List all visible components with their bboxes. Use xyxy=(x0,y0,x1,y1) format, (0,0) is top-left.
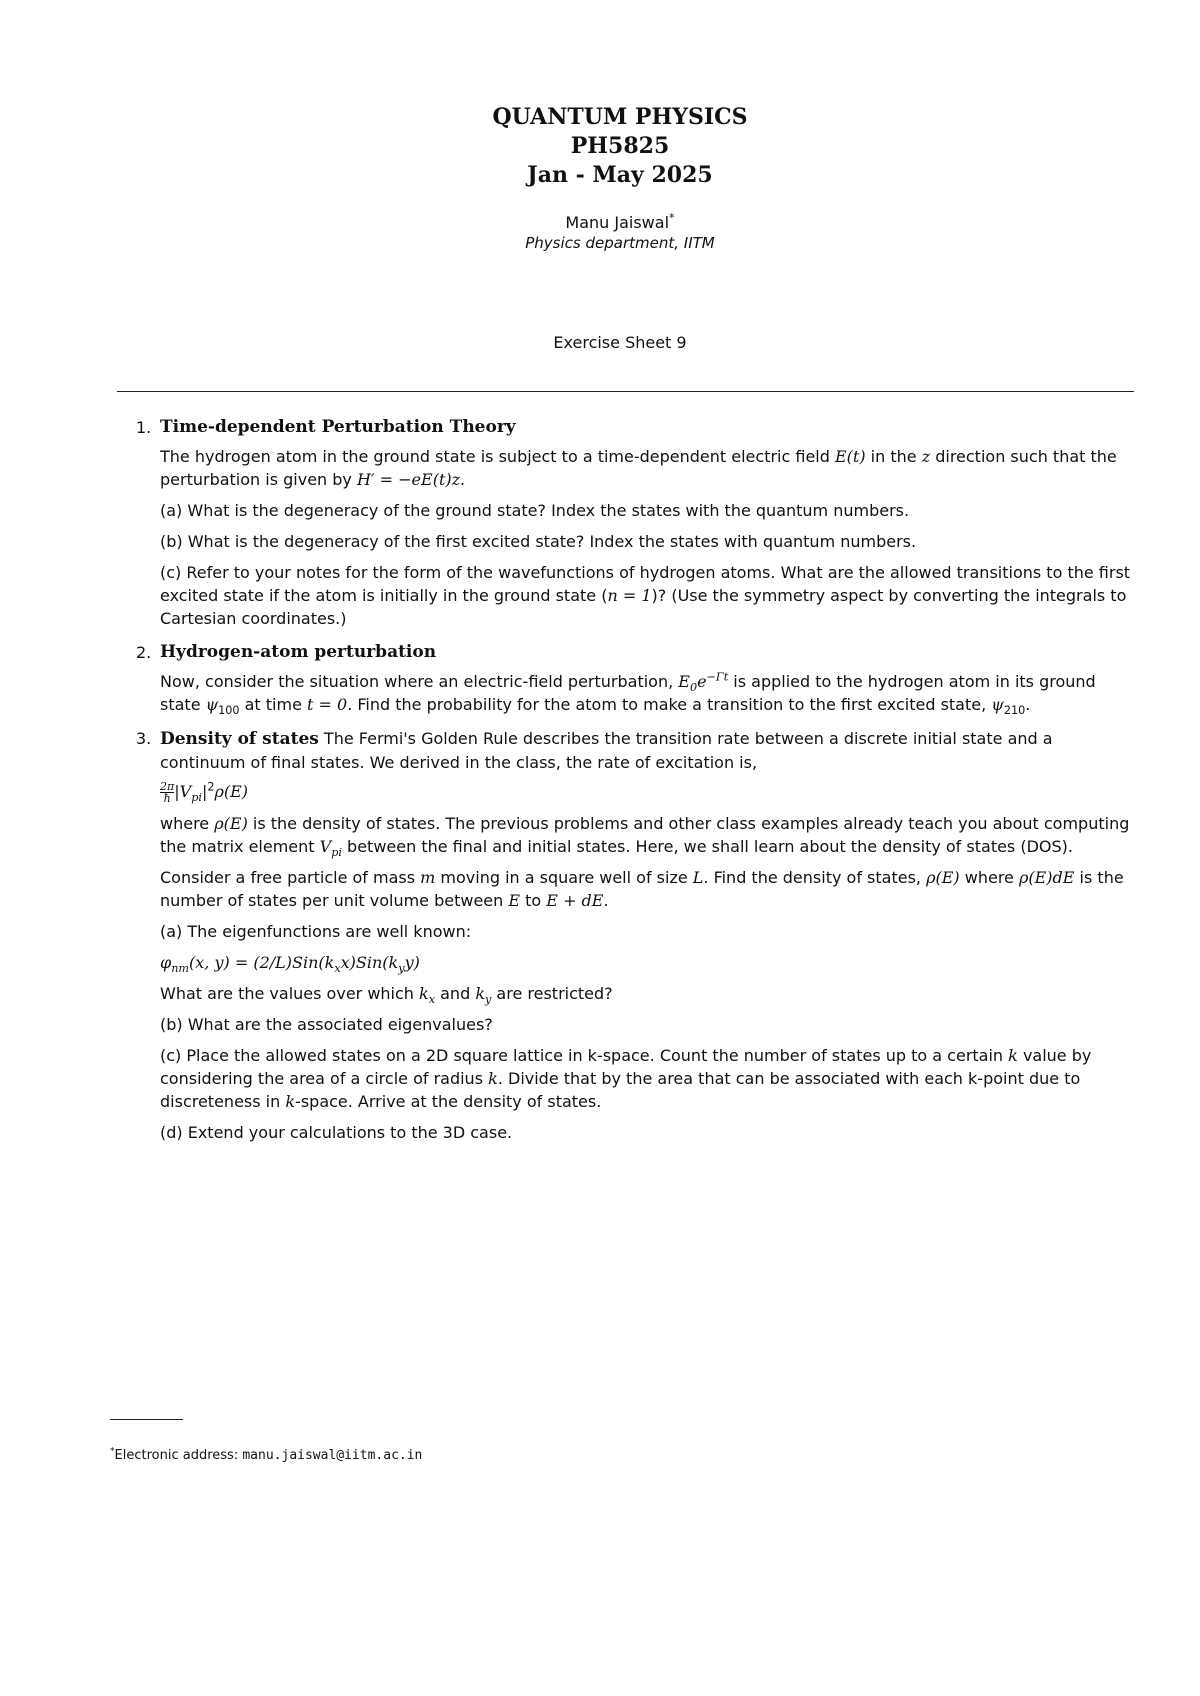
problem-number: 3. xyxy=(136,729,152,748)
question-d: (d) Extend your calculations to the 3D case. xyxy=(160,1123,513,1142)
footnote-email: manu.jaiswal@iitm.ac.in xyxy=(242,1448,423,1463)
problem-intro: The hydrogen atom in the ground state is subject to a time-dependent electric field E(t) in the z direction such that the perturbation is given by H′ = −eE(t)z. xyxy=(160,447,1117,489)
footnote-divider xyxy=(110,1419,183,1420)
problem-1 xyxy=(136,416,1134,630)
dos-definition: where ρ(E) is the density of states. The previous problems and other class examples already teach you about computing the matrix element $V_{pi}$ between the final and initial states. Here, we shall learn about the density of states (DOS). xyxy=(160,814,1130,860)
problem-3 xyxy=(136,727,1134,1144)
course-term: Jan - May 2025 xyxy=(527,162,713,188)
problem-title: Time-dependent Perturbation Theory xyxy=(160,417,516,437)
problem-number: 2. xyxy=(136,643,152,662)
problem-title: Hydrogen-atom perturbation xyxy=(160,642,437,662)
problem-number: 1. xyxy=(136,418,152,437)
header-divider xyxy=(117,391,1134,392)
footnote xyxy=(110,1448,422,1463)
question-a: (a) What is the degeneracy of the ground state? Index the states with the quantum numbers. xyxy=(160,501,910,520)
footnote-label: Electronic address: xyxy=(114,1448,243,1463)
course-title: QUANTUM PHYSICS xyxy=(492,104,748,130)
problem-text: Now, consider the situation where an electric-field perturbation, $E_0e^{-\Gamma t}$ is applied to the hydrogen atom in its ground state $\psi_{100}$ at time t = 0. Find the probability for the atom to make a transition to the first excited state, $\psi_{210}$. xyxy=(160,670,1096,718)
footnote-mark: * xyxy=(110,1446,115,1457)
author-line xyxy=(0,212,1200,233)
problem-intro: Density of states The Fermi's Golden Rule describes the transition rate between a discrete initial state and a continuum of final states. We derived in the class, the rate of excitation is, xyxy=(160,729,1053,772)
course-code: PH5825 xyxy=(570,133,670,159)
sheet-title: Exercise Sheet 9 xyxy=(553,333,687,352)
question-a-followup: What are the values over which $k_x$ and $k_y$ are restricted? xyxy=(160,984,613,1007)
question-a: (a) The eigenfunctions are well known: xyxy=(160,922,472,941)
question-c: (c) Refer to your notes for the form of the wavefunctions of hydrogen atoms. What are the allowed transitions to the first excited state if the atom is initially in the ground state (n = 1)? (Use the symmetry aspect by converting the integrals to Cartesian coordinates.) xyxy=(160,563,1131,628)
problem-2 xyxy=(136,641,1134,716)
author-footnote-mark: * xyxy=(669,211,675,225)
question-b: (b) What are the associated eigenvalues? xyxy=(160,1015,493,1034)
question-b: (b) What is the degeneracy of the first excited state? Index the states with quantum numbers. xyxy=(160,532,917,551)
problem-list xyxy=(136,416,1134,1155)
eigenfunction-equation: $\varphi_{nm}(x$, $y) = (2/L)Sin(k_xx)Sin(k_yy)$ xyxy=(160,953,420,976)
problem-title: Density of states xyxy=(160,729,319,749)
author-affiliation: Physics department, IITM xyxy=(525,234,715,252)
title-block xyxy=(0,103,1200,253)
problem-statement: Consider a free particle of mass m moving in a square well of size L. Find the density of states, ρ(E) where ρ(E)dE is the number of states per unit volume between E to E + dE. xyxy=(160,868,1124,910)
author-name: Manu Jaiswal xyxy=(565,213,670,232)
golden-rule-equation: $\frac{2\pi}{ħ}$ $|V_{pi}|^2\rho(E)$ xyxy=(160,780,249,805)
question-c: (c) Place the allowed states on a 2D square lattice in k-space. Count the number of states up to a certain k value by considering the area of a circle of radius k. Divide that by the area that can be associated with each k-point due to discreteness in k-space. Arrive at the density of states. xyxy=(160,1046,1092,1111)
